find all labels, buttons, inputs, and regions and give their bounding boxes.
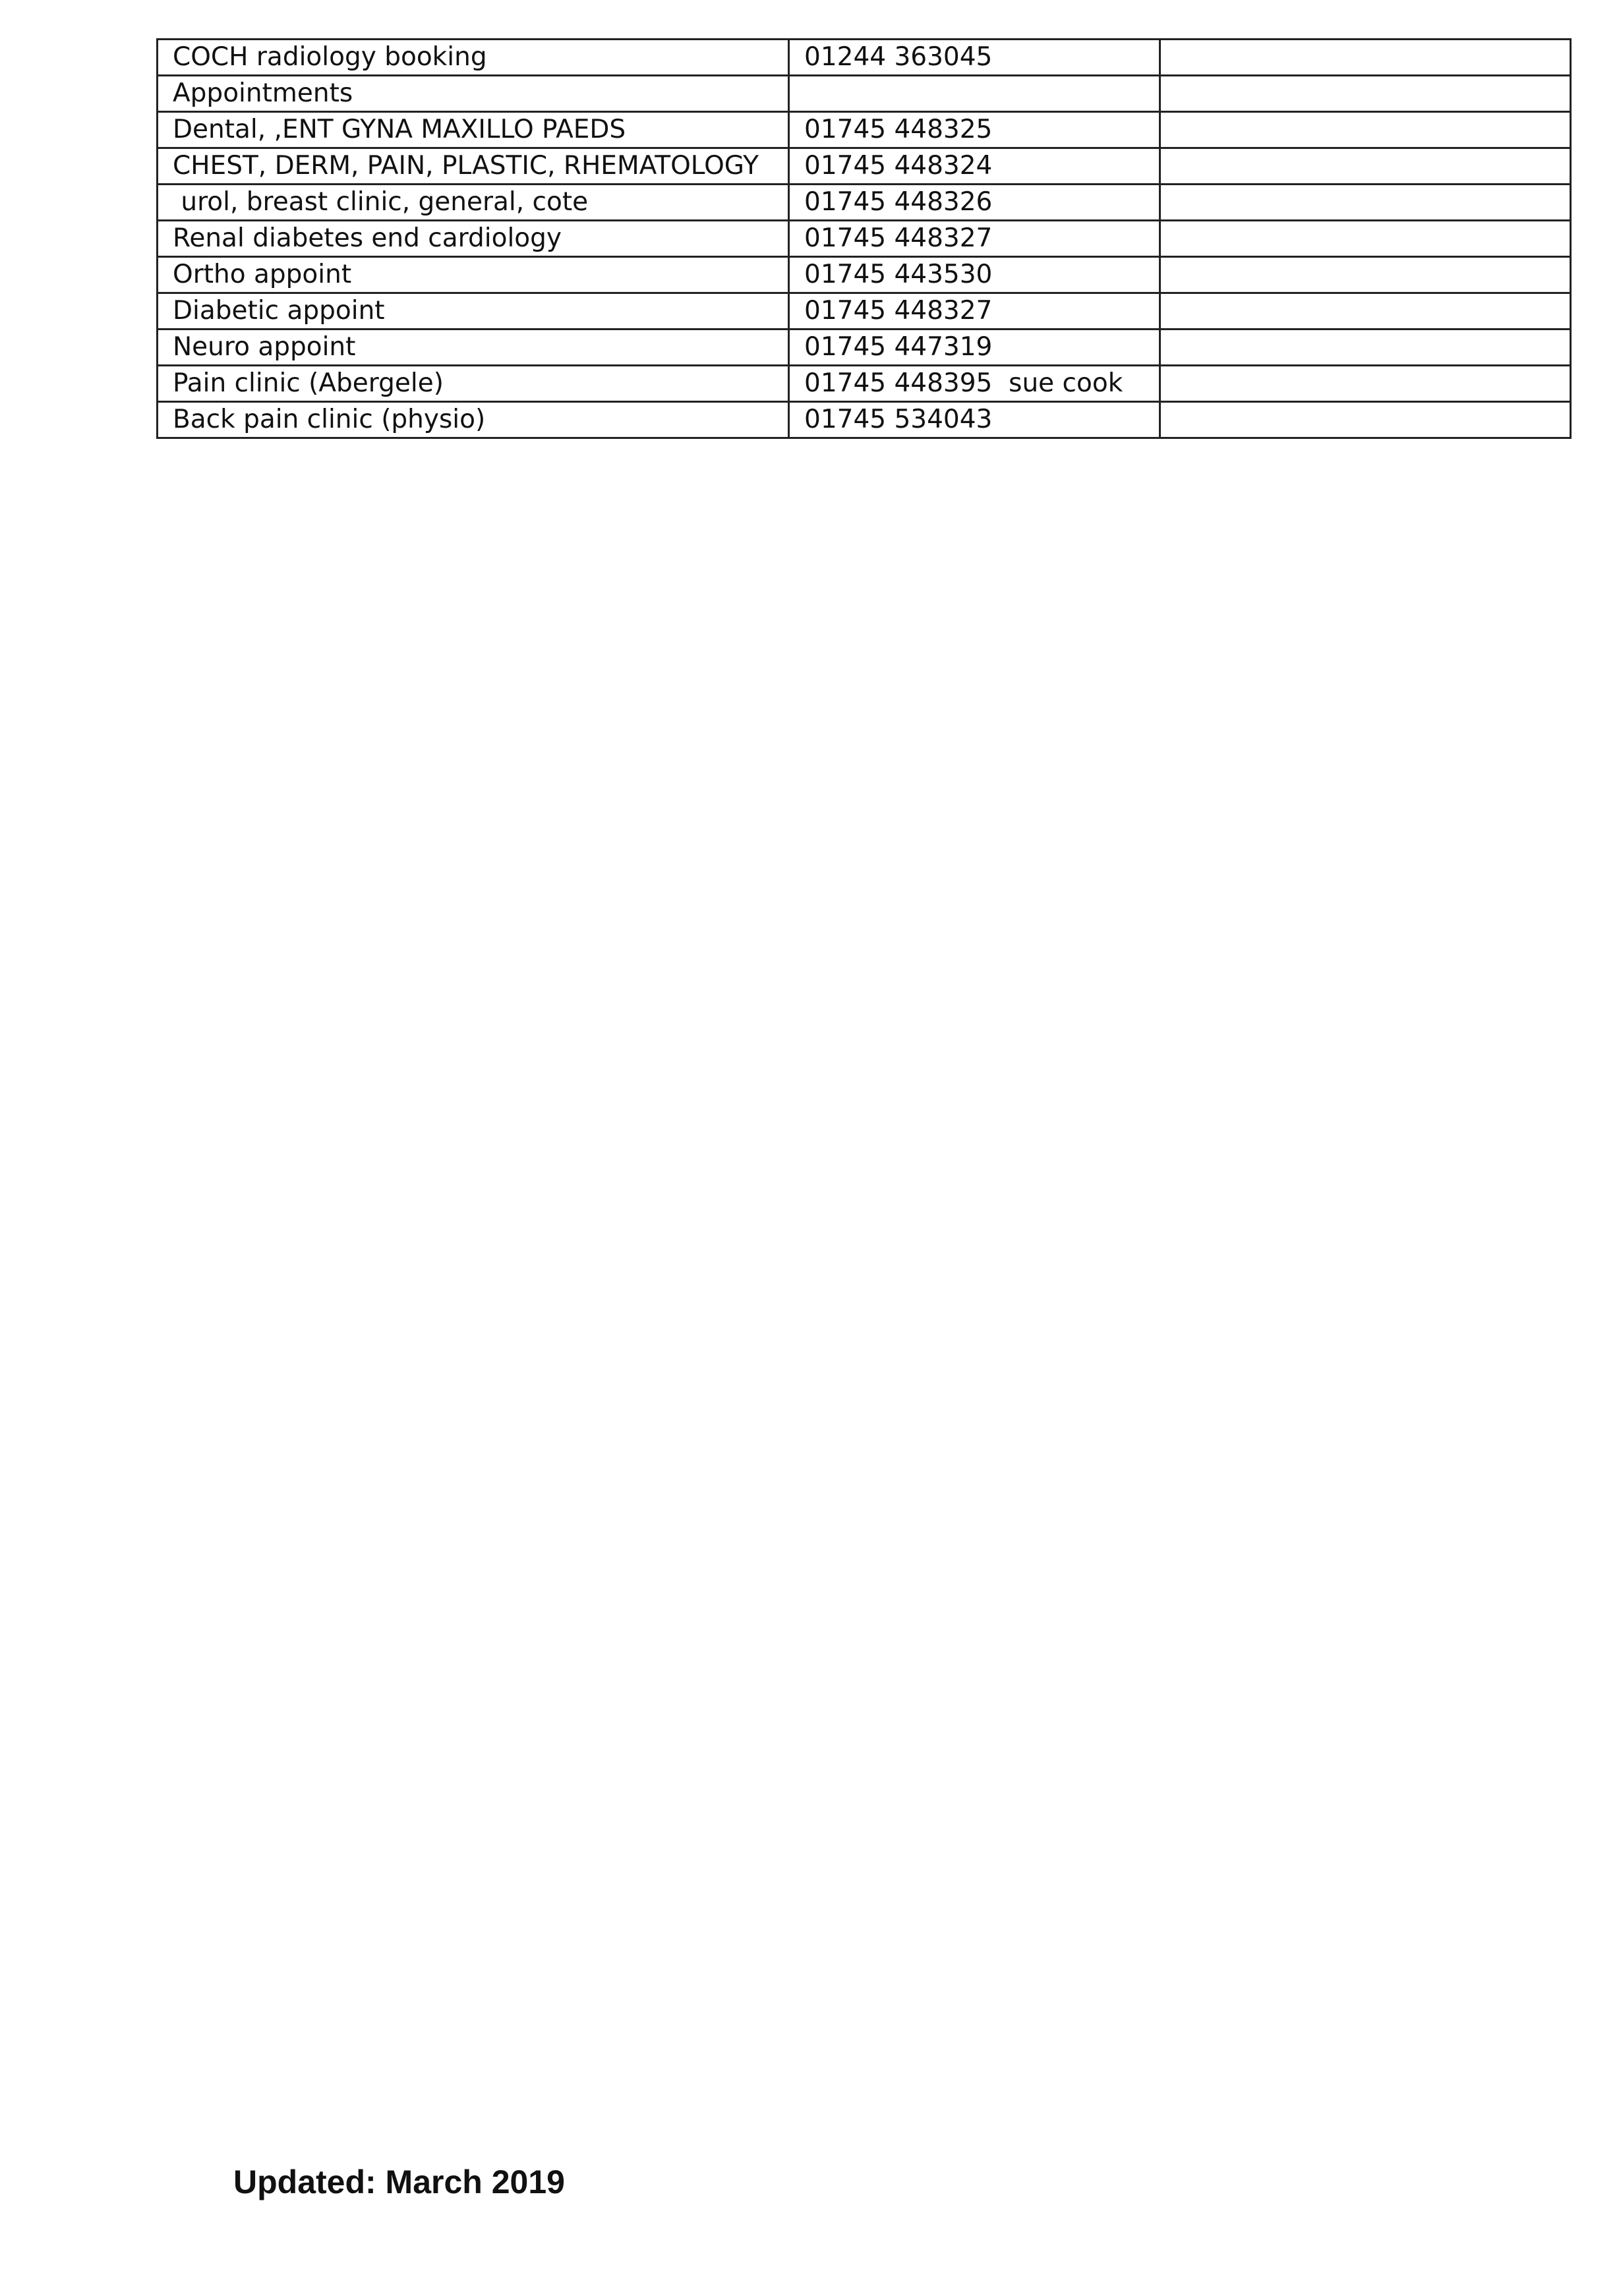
table-row (158, 40, 1571, 76)
phone-cell: 01745 447319 (789, 330, 1160, 366)
service-cell: Back pain clinic (physio) (158, 402, 789, 438)
notes-cell (1160, 221, 1571, 257)
notes-cell (1160, 366, 1571, 402)
notes-cell (1160, 40, 1571, 76)
table-row (158, 185, 1571, 221)
phone-cell: 01745 448324 (789, 148, 1160, 185)
table-row (158, 293, 1571, 330)
table-row (158, 221, 1571, 257)
notes-cell (1160, 402, 1571, 438)
service-cell: Ortho appoint (158, 257, 789, 293)
service-cell: urol, breast clinic, general, cote (158, 185, 789, 221)
table-row (158, 366, 1571, 402)
phone-cell: 01745 448325 (789, 112, 1160, 148)
table-row (158, 330, 1571, 366)
service-cell: Renal diabetes end cardiology (158, 221, 789, 257)
service-cell: Neuro appoint (158, 330, 789, 366)
phone-cell: 01745 534043 (789, 402, 1160, 438)
table-row (158, 148, 1571, 185)
contacts-table (156, 38, 1572, 439)
service-cell: Diabetic appoint (158, 293, 789, 330)
service-cell: Dental, ,ENT GYNA MAXILLO PAEDS (158, 112, 789, 148)
table-row (158, 112, 1571, 148)
notes-cell (1160, 112, 1571, 148)
notes-cell (1160, 257, 1571, 293)
phone-cell: 01745 443530 (789, 257, 1160, 293)
notes-cell (1160, 185, 1571, 221)
service-cell: CHEST, DERM, PAIN, PLASTIC, RHEMATOLOGY (158, 148, 789, 185)
phone-cell: 01745 448326 (789, 185, 1160, 221)
updated-date: Updated: March 2019 (233, 2164, 565, 2200)
service-cell: COCH radiology booking (158, 40, 789, 76)
phone-cell: 01745 448395 sue cook (789, 366, 1160, 402)
table-row (158, 257, 1571, 293)
notes-cell (1160, 76, 1571, 112)
notes-cell (1160, 330, 1571, 366)
notes-cell (1160, 293, 1571, 330)
service-cell: Appointments (158, 76, 789, 112)
phone-cell (789, 76, 1160, 112)
phone-cell: 01745 448327 (789, 221, 1160, 257)
phone-cell: 01244 363045 (789, 40, 1160, 76)
phone-cell: 01745 448327 (789, 293, 1160, 330)
service-cell: Pain clinic (Abergele) (158, 366, 789, 402)
notes-cell (1160, 148, 1571, 185)
table-row (158, 76, 1571, 112)
table-row (158, 402, 1571, 438)
